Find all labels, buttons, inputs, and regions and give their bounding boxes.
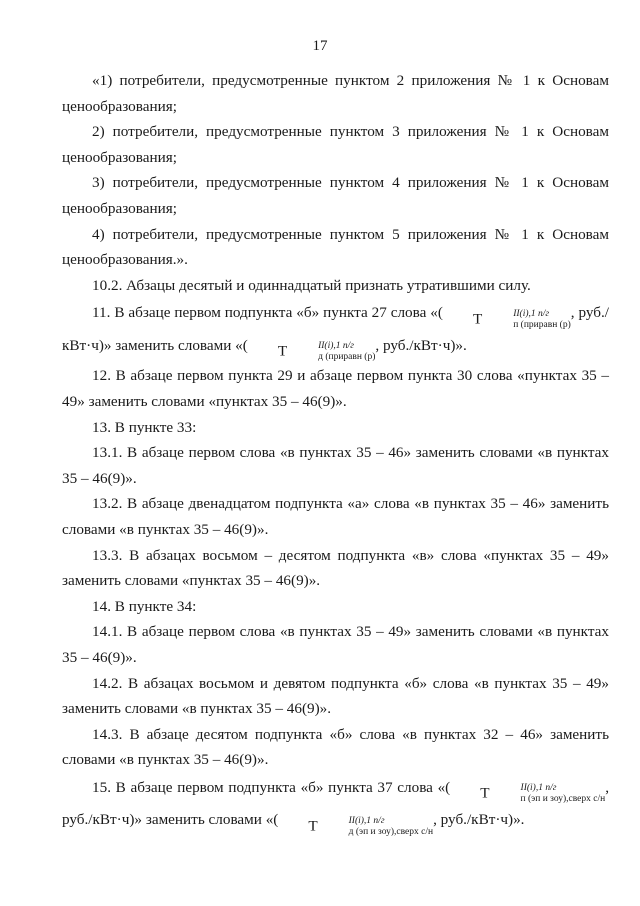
paragraph-consumer-1: «1) потребители, предусмотренные пунктом 2 приложения № 1 к Основам ценообразования; (62, 72, 609, 115)
item11-unit-2: , руб./кВт·ч)». (375, 336, 467, 354)
paragraph-13-2: 13.2. В абзаце двенадцатом подпункта «а» слова «в пунктах 35 – 46» заменить словами «в пунктах 35 – 46(9)». (62, 495, 609, 538)
paragraph-consumer-3: 3) потребители, предусмотренные пунктом 4 приложения № 1 к Основам ценообразования; (62, 174, 609, 217)
item11-text-before: 11. В абзаце первом подпункта «б» пункта 27 слова «( (92, 304, 443, 322)
item15-unit-1: , руб./кВт·ч)» (62, 778, 609, 829)
item11-unit-1: , руб./кВт·ч)» (62, 304, 609, 354)
paragraph-consumer-4: 4) потребители, предусмотренные пунктом 5 приложения № 1 к Основам ценообразования.». (62, 225, 609, 269)
item11-text-mid: заменить словами «( (111, 336, 248, 354)
paragraph-10-2: 10.2. Абзацы десятый и одиннадцатый признать утратившими силу. (92, 276, 531, 294)
item15-text-before: 15. В абзаце первом подпункта «б» пункта 37 слова «( (92, 778, 451, 796)
paragraph-13-1: 13.1. В абзаце первом слова «в пунктах 35 – 46» заменить словами «в пунктах 35 – 46(9)». (62, 444, 609, 487)
paragraph-14-1: 14.1. В абзаце первом слова «в пунктах 35 – 49» заменить словами «в пунктах 35 – 46(9)». (62, 623, 609, 666)
paragraph-14: 14. В пункте 34: (92, 597, 197, 615)
paragraph-13-3: 13.3. В абзацах восьмом – десятом подпункта «в» слова «пунктах 35 – 49» заменить словами «пунктах 35 – 46(9)». (62, 546, 609, 590)
paragraph-15 (62, 773, 609, 838)
paragraph-consumer-2: 2) потребители, предусмотренные пунктом 3 приложения № 1 к Основам ценообразования; (62, 123, 609, 166)
item15-unit-2: , руб./кВт·ч)». (433, 811, 525, 829)
page-number: 17 (312, 38, 328, 54)
paragraph-12: 12. В абзаце первом пункта 29 и абзаце первом пункта 30 слова «пунктах 35 – 49» заменить словами «пунктах 35 – 46(9)». (62, 367, 609, 410)
tariff-formula: Т II(i),1 п/г д (приравн (р) (277, 341, 376, 363)
document-body (62, 68, 609, 838)
tariff-formula: Т II(i),1 п/г п (эп и зоу),сверх с/н (480, 783, 606, 805)
paragraph-14-3: 14.3. В абзаце десятом подпункта «б» слова «в пунктах 32 – 46» заменить словами «в пунктах 35 – 46(9)». (62, 725, 609, 769)
paragraph-11 (62, 298, 609, 363)
paragraph-13: 13. В пункте 33: (92, 418, 197, 436)
tariff-formula: Т II(i),1 п/г д (эп и зоу),сверх с/н (308, 815, 434, 837)
tariff-formula: Т II(i),1 п/г п (приравн (р) (472, 308, 571, 330)
paragraph-14-2: 14.2. В абзацах восьмом и девятом подпункта «б» слова «в пунктах 35 – 49» заменить словами «в пунктах 35 – 46(9)». (62, 674, 609, 718)
item15-text-mid: заменить словами «( (142, 811, 279, 829)
